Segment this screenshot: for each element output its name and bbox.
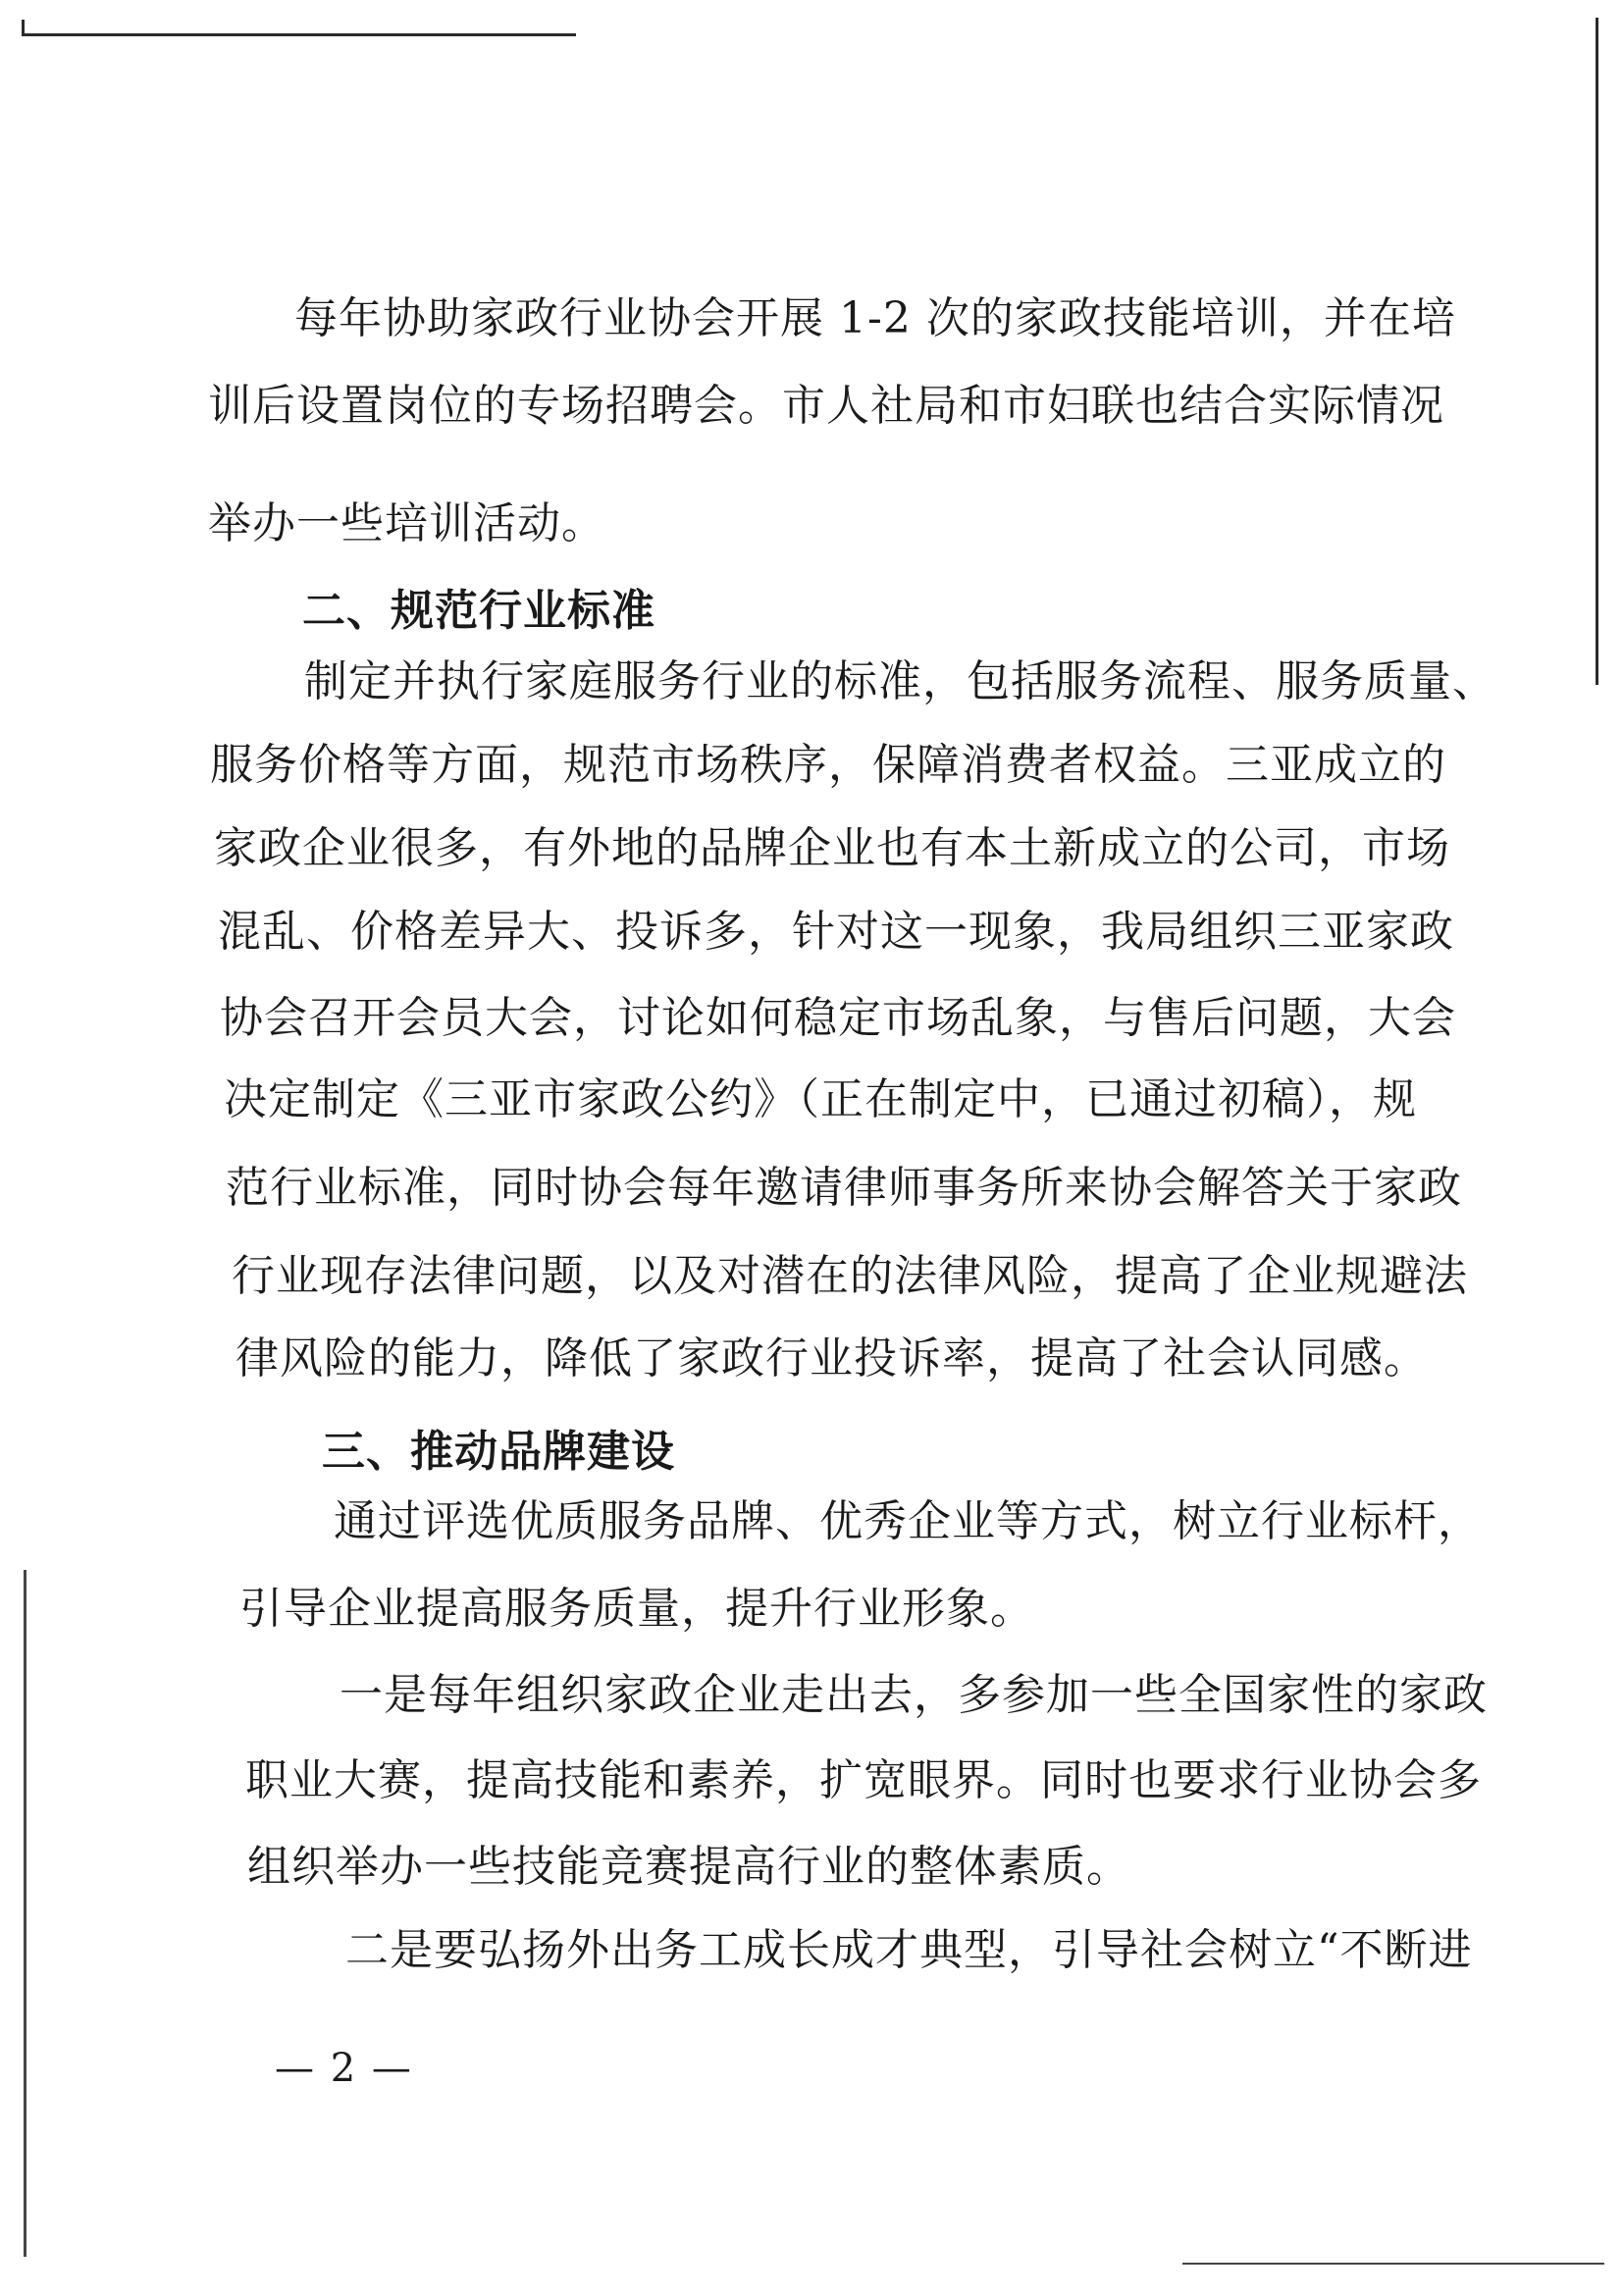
section-heading-3: 三、推动品牌建设 bbox=[322, 1427, 675, 1477]
body-line-19: 组织举办一些技能竞赛提高行业的整体素质。 bbox=[247, 1842, 1130, 1892]
body-line-8: 混乱、价格差异大、投诉多，针对这一现象，我局组织三亚家政 bbox=[218, 907, 1454, 957]
scan-border-left bbox=[24, 1570, 26, 2257]
body-line-20: 二是要弘扬外出务工成长成才典型，引导社会树立“不断进 bbox=[345, 1925, 1473, 1975]
body-line-11: 范行业标准，同时协会每年邀请律师事务所来协会解答关于家政 bbox=[226, 1163, 1462, 1213]
section-heading-2: 二、规范行业标准 bbox=[302, 586, 655, 636]
scan-border-top bbox=[22, 33, 576, 36]
page-number: — 2 — bbox=[275, 2046, 413, 2091]
body-line-10: 决定制定《三亚市家政公约》（正在制定中，已通过初稿），规 bbox=[224, 1074, 1417, 1124]
body-line-18: 职业大赛，提高技能和素养，扩宽眼界。同时也要求行业协会多 bbox=[245, 1755, 1482, 1805]
body-line-2: 训后设置岗位的专场招聘会。市人社局和市妇联也结合实际情况 bbox=[208, 381, 1444, 431]
body-line-16: 引导企业提高服务质量，提升行业形象。 bbox=[239, 1584, 1034, 1634]
body-line-17: 一是每年组织家政企业走出去，多参加一些全国家性的家政 bbox=[340, 1670, 1488, 1720]
body-line-12: 行业现存法律问题，以及对潜在的法律风险，提高了企业规避法 bbox=[232, 1251, 1468, 1301]
body-line-3: 举办一些培训活动。 bbox=[208, 498, 605, 548]
body-line-9: 协会召开会员大会，讨论如何稳定市场乱象，与售后问题，大会 bbox=[220, 993, 1456, 1043]
scan-border-right bbox=[1596, 18, 1598, 685]
body-line-7: 家政企业很多，有外地的品牌企业也有本土新成立的公司，市场 bbox=[214, 823, 1450, 873]
body-line-13: 律风险的能力，降低了家政行业投诉率，提高了社会认同感。 bbox=[236, 1333, 1428, 1383]
body-line-1: 每年协助家政行业协会开展 1-2 次的家政技能培训，并在培 bbox=[294, 293, 1456, 343]
body-line-6: 服务价格等方面，规范市场秩序，保障消费者权益。三亚成立的 bbox=[210, 740, 1446, 790]
scan-border-tick bbox=[22, 20, 25, 35]
body-line-15: 通过评选优质服务品牌、优秀企业等方式，树立行业标杆， bbox=[334, 1496, 1482, 1546]
body-line-5: 制定并执行家庭服务行业的标准，包括服务流程、服务质量、 bbox=[304, 656, 1496, 706]
scan-border-bottom bbox=[1182, 2263, 1604, 2265]
